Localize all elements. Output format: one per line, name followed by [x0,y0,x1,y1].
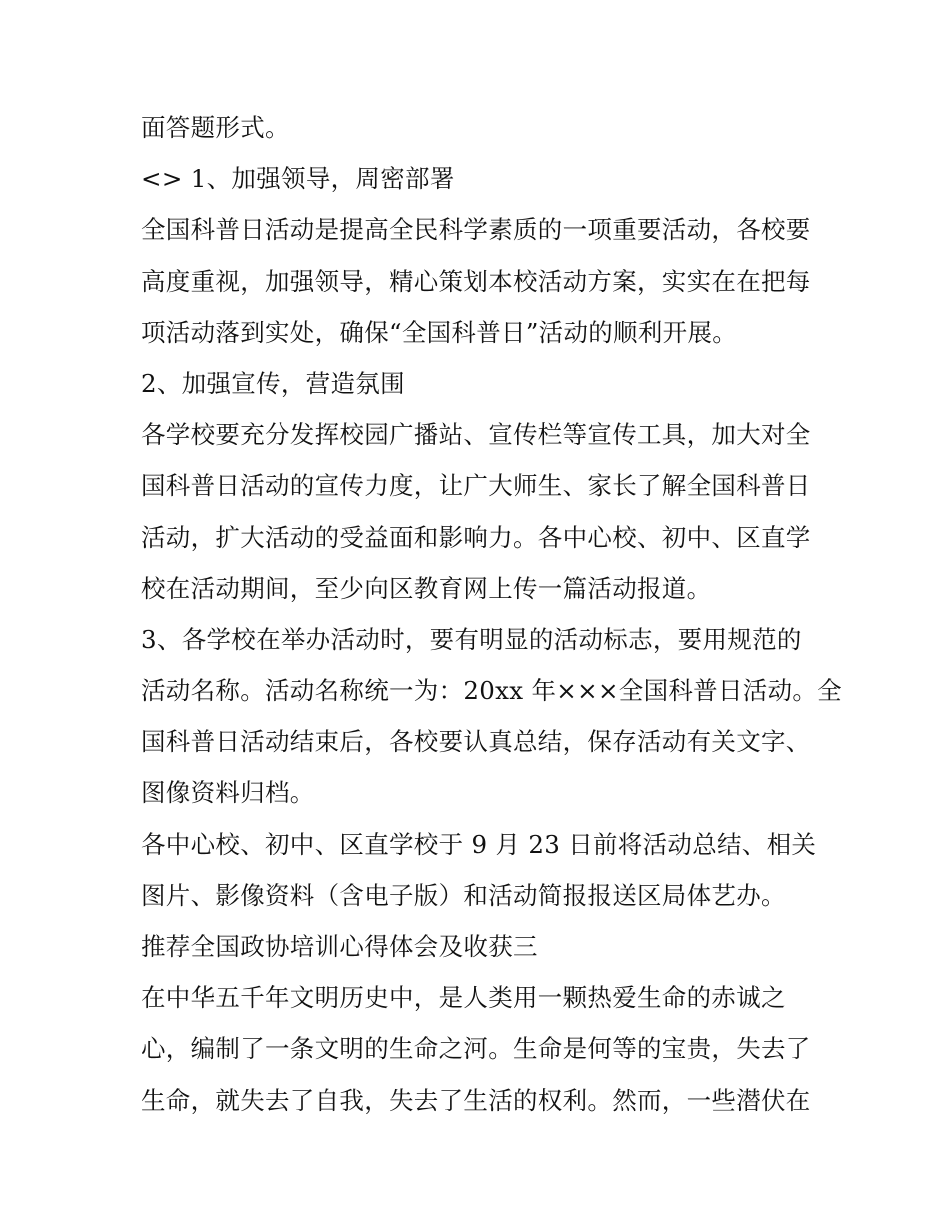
text-line: 图片、影像资料（含电子版）和活动简报报送区局体艺办。 [141,880,786,910]
text-line: 3、各学校在举办活动时，要有明显的活动标志，要用规范的 [141,624,802,654]
text-line: 图像资料归档。 [141,778,315,808]
text-line: 高度重视，加强领导，精心策划本校活动方案，实实在在把每 [141,266,811,296]
text-line: 活动名称。活动名称统一为：20xx 年×××全国科普日活动。全 [141,676,842,706]
document-body [141,109,842,1133]
section-heading: <> 1、加强领导，周密部署 [141,164,455,194]
text-line: 各中心校、初中、区直学校于 9 月 23 日前将活动总结、相关 [141,829,817,859]
section-heading: 2、加强宣传，营造氛围 [141,368,405,398]
text-line: 各学校要充分发挥校园广播站、宣传栏等宣传工具，加大对全 [141,420,811,450]
text-line: 国科普日活动的宣传力度，让广大师生、家长了解全国科普日 [141,471,811,501]
article-title: 推荐全国政协培训心得体会及收获三 [141,932,538,961]
text-line: 心，编制了一条文明的生命之河。生命是何等的宝贵，失去了 [141,1034,811,1064]
text-line: 生命，就失去了自我，失去了生活的权利。然而，一些潜伏在 [141,1085,811,1115]
text-line: 活动，扩大活动的受益面和影响力。各中心校、初中、区直学 [141,522,811,552]
text-line: 全国科普日活动是提高全民科学素质的一项重要活动，各校要 [141,215,811,245]
text-line: 面答题形式。 [141,113,290,142]
text-line: 校在活动期间，至少向区教育网上传一篇活动报道。 [141,573,712,603]
text-line: 国科普日活动结束后，各校要认真总结，保存活动有关文字、 [141,727,811,757]
text-line: 项活动落到实处，确保“全国科普日”活动的顺利开展。 [141,317,738,347]
text-line: 在中华五千年文明历史中，是人类用一颗热爱生命的赤诚之 [141,983,786,1013]
